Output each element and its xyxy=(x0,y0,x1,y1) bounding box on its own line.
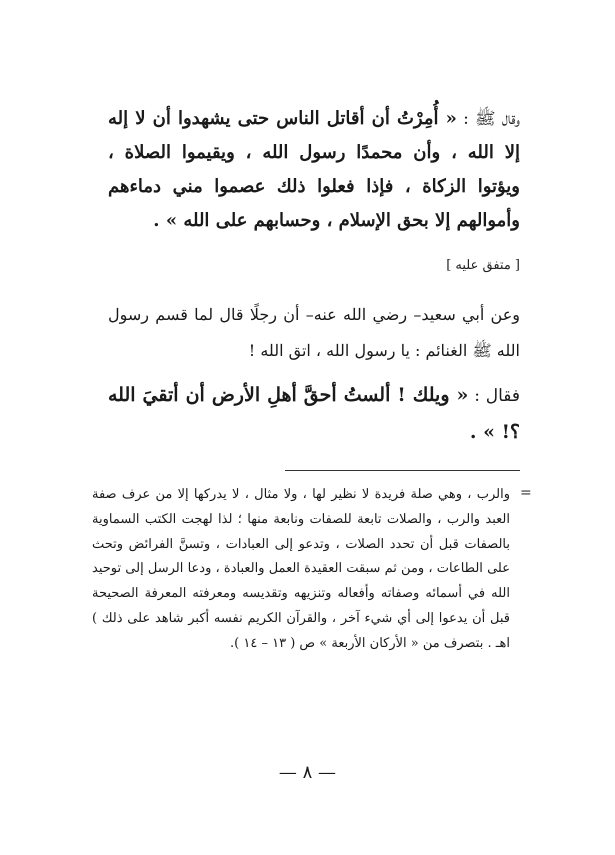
hadith-2-reply-quote: « ويلك ! ألستُ أحقَّ أهلِ الأرض أن أتقيَ الله ؟! » . xyxy=(108,384,520,443)
footnote-separator xyxy=(285,470,520,471)
footnote-text: والرب ، وهي صلة فريدة لا نظير لها ، ولا مثال ، لا يدركها إلا من عرف صفة العبد والرب ، والصلات تابعة للصفات ونابعة منها ؛ لذا لهجت الكتب السماوية بالصفات قبل أن تحدد الصلات ، وتدعو إلى العبادات ، وتسنَّ الفرائض وتحث على الطاعات ، ومن ثم سبقت العقيدة العمل والعبادة ، ودعا الرسل إلى توحيد الله في أسمائه وصفاته وأفعاله وتنزيهه وتقديسه ومعرفته المعرفة الصحيحة قبل أن يدعوا إلى أي شيء آخر ، والقرآن الكريم نفسه أكبر شاهد على ذلك ) اهـ . بتصرف من « الأركان الأربعة » ص ( ١٣ – ١٤ ). xyxy=(92,487,510,651)
hadith-2-narration: وعن أبي سعيد– رضي الله عنه– أن رجلًا قال لما قسم رسول الله ﷺ الغنائم : يا رسول الله ، اتق الله ! xyxy=(108,305,520,360)
hadith-1-source: [ متفق عليه ] xyxy=(446,258,520,273)
hadith-1-quote: « أُمِرْتُ أن أقاتل الناس حتى يشهدوا أن لا إله إلا الله ، وأن محمدًا رسول الله ، ويقيموا الصلاة ، ويؤتوا الزكاة ، فإذا فعلوا ذلك عصموا مني دماءهم وأموالهم إلا بحق الإسلام ، وحسابهم على الله » . xyxy=(108,108,520,231)
hadith-paragraph-2 xyxy=(108,297,520,369)
hadith-1-intro: وقال ﷺ : xyxy=(456,109,520,129)
hadith-paragraph-2-reply xyxy=(108,377,520,451)
page-number: — ٨ — xyxy=(278,762,337,783)
footnote-continuation-marker: = xyxy=(520,485,532,501)
hadith-paragraph-1 xyxy=(108,102,520,238)
hadith-2-reply-intro: فقال : xyxy=(468,386,520,406)
